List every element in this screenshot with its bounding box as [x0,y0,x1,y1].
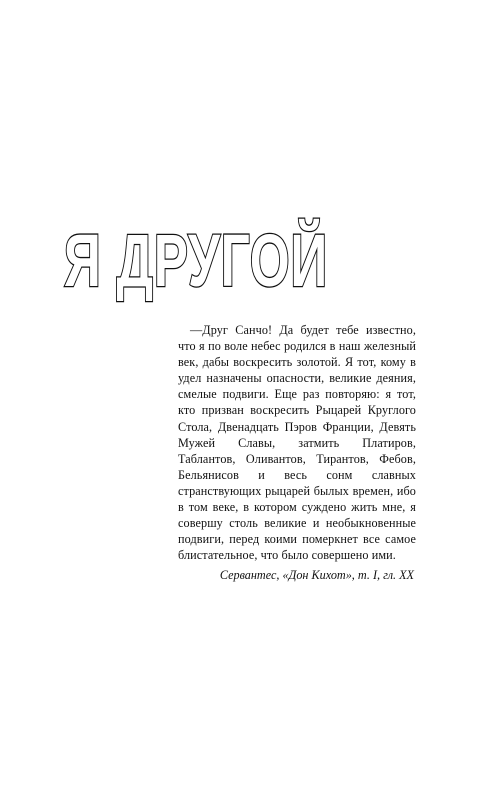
chapter-title [62,212,445,302]
chapter-title-graphic [62,212,445,302]
epigraph-attribution: Сервантес, «Дон Кихот», т. I, гл. XX [219,568,414,583]
chapter-title-text: Я ДРУГОЙ [64,219,445,302]
epigraph [178,322,416,583]
epigraph-quote: —Друг Санчо! Да будет тебе известно, что я по воле небес родился в наш железный век, дабы воскресить золотой. Я тот, кому в удел назначены опасности, великие деяния, смелые подвиги. Еще раз повторяю: я тот, кто призван воскресить Рыцарей Круглого Стола, Двенадцать Пэров Франции, Девять Мужей Славы, затмить Платиров, Таблантов, Оливантов, Тирантов, Фебов, Бельянисов и весь сонм славных странствующих рыцарей былых времен, ибо в том веке, в котором суждено жить мне, я совершу столь великие и необыкновенные подвиги, перед коими померкнет все самое блистательное, что было совершено ими. [178,323,416,563]
